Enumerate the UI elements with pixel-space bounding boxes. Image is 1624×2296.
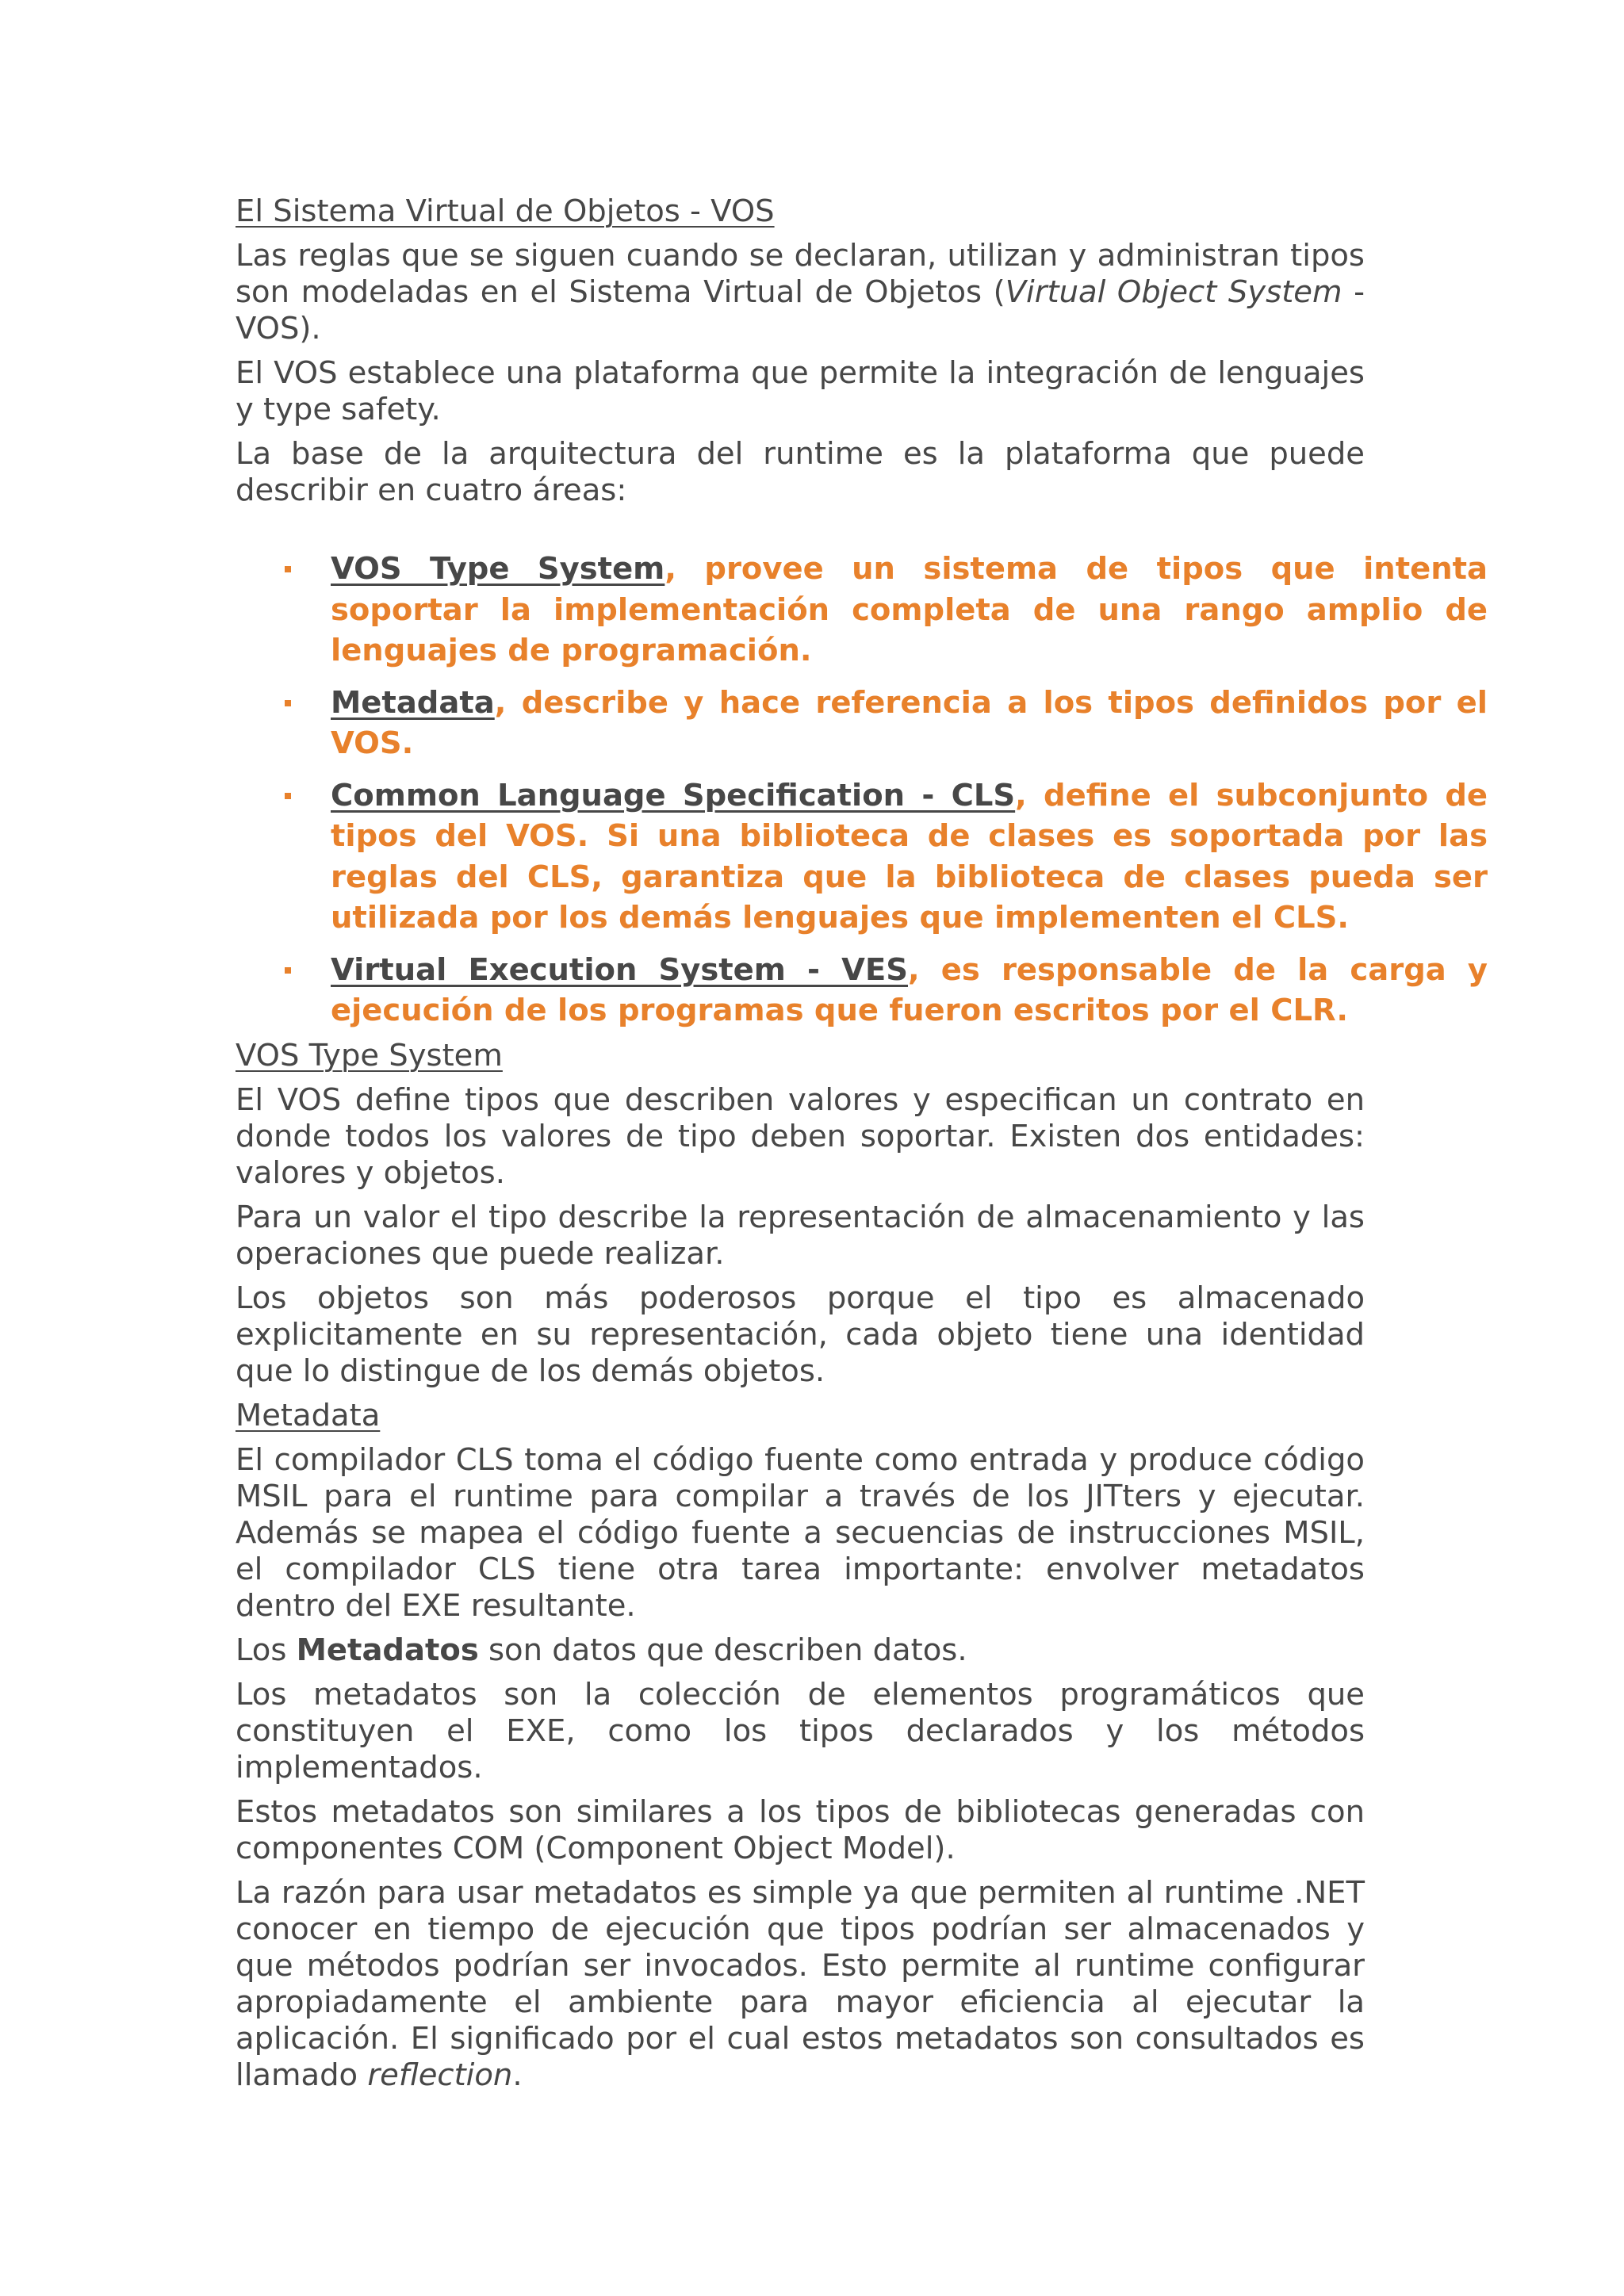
document-page: [236, 193, 1488, 2094]
area-desc: , provee un sistema de tipos que intenta soportar la implementación completa de una rango amplio de lenguajes de programación.: [331, 551, 1488, 668]
metadata-paragraph-5: [236, 1875, 1365, 2094]
metadata-paragraph-3: Los metadatos son la colección de elementos programáticos que constituyen el EXE, como los tipos declarados y los métodos implementados.: [236, 1676, 1365, 1785]
metadata-paragraph-2: [236, 1632, 1365, 1669]
vos-p1-italic: Virtual Object System: [1005, 274, 1342, 310]
type-system-heading: VOS Type System: [236, 1037, 503, 1073]
vos-paragraph-3: La base de la arquitectura del runtime es la plataforma que puede describir en cuatro áreas:: [236, 436, 1365, 508]
area-term: Metadata: [331, 684, 495, 721]
metadata-heading: Metadata: [236, 1397, 381, 1433]
metadata-p2-end: son datos que describen datos.: [478, 1632, 967, 1668]
area-term: Common Language Specification - CLS: [331, 777, 1016, 813]
vos-paragraph-2: El VOS establece una plataforma que permite la integración de lenguajes y type safety.: [236, 355, 1365, 427]
vos-p1-text: Las reglas que se siguen cuando se declaran, utilizan y administran tipos son modeladas en el Sistema Virtual de Objetos (: [236, 238, 1365, 310]
bullet-icon: [285, 700, 291, 706]
area-desc: , describe y hace referencia a los tipos definidos por el VOS.: [331, 684, 1488, 761]
metadata-p5-italic: reflection: [367, 2057, 513, 2093]
area-desc: , define el subconjunto de tipos del VOS. Si una biblioteca de clases es soportada por las reglas del CLS, garantiza que la biblioteca de clases pueda ser utilizada por los demás lenguajes que implementen el CLS.: [331, 777, 1488, 936]
area-item: [236, 683, 1488, 764]
metadata-paragraph-1: El compilador CLS toma el código fuente como entrada y produce código MSIL para el runtime para compilar a través de los JITters y ejecutar. Además se mapea el código fuente a secuencias de instrucciones MSIL, el compilador CLS tiene otra tarea importante: envolver metadatos dentro del EXE resultante.: [236, 1441, 1365, 1624]
metadata-p5-end: .: [512, 2057, 523, 2093]
vos-heading: El Sistema Virtual de Objetos - VOS: [236, 193, 775, 229]
metadata-paragraph-4: Estos metadatos son similares a los tipos de bibliotecas generadas con componentes COM (Component Object Model).: [236, 1793, 1365, 1866]
area-item: [236, 775, 1488, 939]
areas-list: [236, 549, 1488, 1031]
vos-paragraph-1: [236, 238, 1365, 347]
bullet-icon: [285, 967, 291, 974]
type-system-paragraph-2: Para un valor el tipo describe la representación de almacenamiento y las operaciones que puede realizar.: [236, 1199, 1365, 1272]
area-term: Virtual Execution System - VES: [331, 951, 908, 988]
bullet-icon: [285, 793, 291, 799]
area-term: VOS Type System: [331, 551, 665, 587]
type-system-paragraph-1: El VOS define tipos que describen valores y especifican un contrato en donde todos los valores de tipo deben soportar. Existen dos entidades: valores y objetos.: [236, 1081, 1365, 1191]
area-desc: , es responsable de la carga y ejecución de los programas que fueron escritos por el CLR.: [331, 951, 1488, 1028]
metadata-p2-bold: Metadatos: [296, 1632, 479, 1668]
area-item: [236, 950, 1488, 1031]
metadata-p2-text: Los: [236, 1632, 297, 1668]
area-item: [236, 549, 1488, 672]
metadata-p5-text: La razón para usar metadatos es simple ya que permiten al runtime .NET conocer en tiempo de ejecución que tipos podrían ser almacenados y que métodos podrían ser invocados. Esto permite al runtime configurar apropiadamente el ambiente para mayor eficiencia al ejecutar la aplicación. El significado por el cual estos metadatos son consultados es llamado: [236, 1874, 1365, 2093]
vos-p1-end: - VOS).: [236, 274, 1365, 346]
type-system-paragraph-3: Los objetos son más poderosos porque el tipo es almacenado explicitamente en su representación, cada objeto tiene una identidad que lo distingue de los demás objetos.: [236, 1280, 1365, 1389]
bullet-icon: [285, 566, 291, 572]
